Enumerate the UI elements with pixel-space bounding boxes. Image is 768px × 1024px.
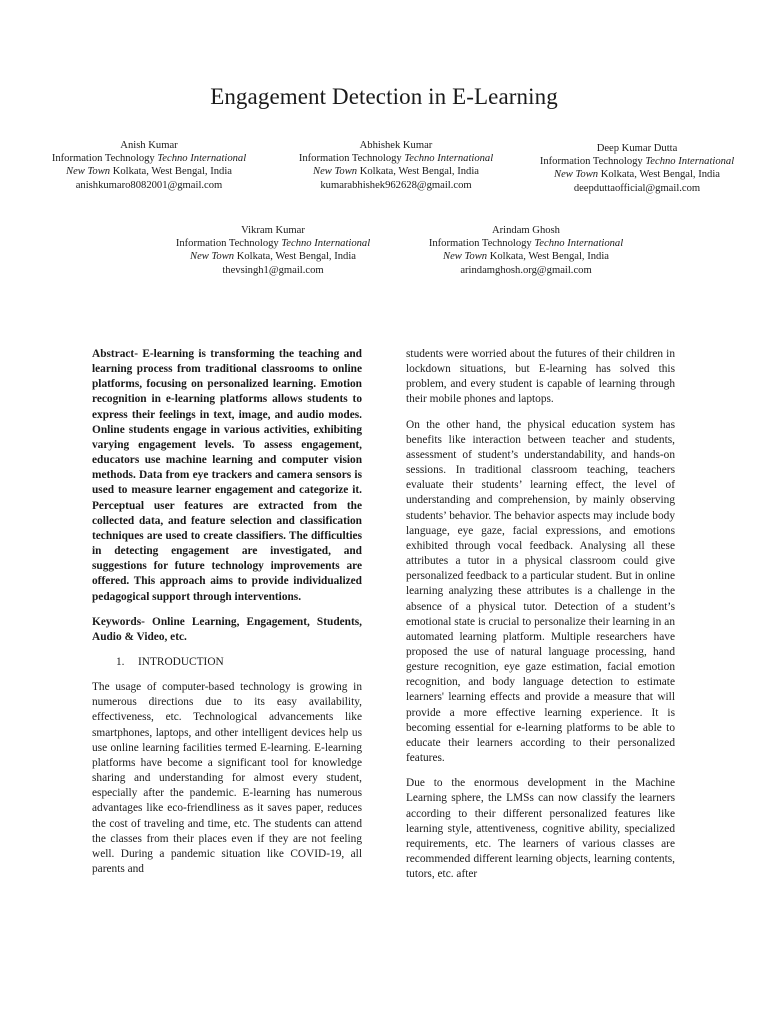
- author-affiliation: Information Technology Techno International: [428, 238, 624, 250]
- section-number: 1.: [116, 655, 125, 668]
- paper-title: Engagement Detection in E-Learning: [210, 84, 558, 109]
- author-email[interactable]: arindamghosh.org@gmail.com: [460, 264, 592, 276]
- author-block: [287, 139, 505, 192]
- paragraph: On the other hand, the physical education system has benefits like interaction between teacher and students, assessment of student’s understandability, and hands-on sessions. In traditional classroom teaching, teachers evaluate their students’ learning effect, the level of understanding and comprehension, by mainly observing students’ behavior. The behavior aspects may include body language, eye gaze, facial expressions, and emotions exhibited through vocal feedback. Analysing all these attributes a tutor in a physical classroom could give personalized feedback to a particular student. But in online learning analyzing these attributes is a challenge in the absence of a physical tutor. Detection of a student’s emotional state is crucial to personalize their learning in an automated learning platform. Multiple researchers have proposed the use of natural language processing, hand gesture recognition, eye gaze estimation, facial emotion recognition, and body language detection to estimate learners' learning effects and provide a measure that will provide a more effective learning experience. It is becoming essential for e-learning platforms to be able to educate their learners according to their personalized features.: [406, 418, 675, 765]
- author-email[interactable]: thevsingh1@gmail.com: [222, 264, 324, 276]
- paragraph: Due to the enormous development in the Machine Learning sphere, the LMSs can now classify the learners according to their different personalized features like learning style, attentiveness, cognitive ability, specialized requirements, etc. The learners of various classes are recommended different learning objects, learning contents, tutors, etc. after: [406, 777, 675, 881]
- section-title: INTRODUCTION: [138, 655, 224, 668]
- author-affiliation: Information Technology Techno International: [539, 156, 735, 168]
- author-affiliation: Information Technology Techno International: [51, 153, 247, 165]
- author-name: Arindam Ghosh: [492, 225, 560, 236]
- paragraph: The usage of computer-based technology is growing in numerous directions due to its easy availability, effectiveness, etc. Technological advancements like smartphones, laptops, and other intelligent devices help us use online learning facilities termed E-learning. E-learning platforms have become a significant tool for knowledge sharing and understanding for almost every student, especially after the pandemic. E-learning has numerous advantages like eco-friendliness as it saves paper, reduces the cost of traveling and time, etc. The students can attend the classes from their places even if they are not feeling well. During a pandemic situation like COVID-19, all parents and: [92, 681, 362, 875]
- author-email[interactable]: anishkumaro8082001@gmail.com: [75, 179, 223, 191]
- author-location: New Town Kolkata, West Bengal, India: [66, 166, 232, 178]
- author-block: [164, 224, 382, 277]
- author-name: Deep Kumar Dutta: [596, 143, 678, 154]
- keywords: Keywords- Online Learning, Engagement, Students, Audio & Video, etc.: [92, 615, 362, 643]
- author-block: [417, 224, 635, 277]
- author-affiliation: Information Technology Techno International: [298, 153, 494, 165]
- abstract: Abstract- E-learning is transforming the teaching and learning process from traditional classrooms to online platforms, focusing on personalized learning. Emotion recognition in e-learning platforms allows students to express their feelings in text, image, and audio modes. Online students engage in various activities, exhibiting varying engagement levels. To assess engagement, educators use machine learning and computer vision methods. Data from eye trackers and camera sensors is used to measure learner engagement and categorize it. Perceptual user features are extracted from the collected data, and feature selection and classification techniques are used to create classifiers. The difficulties in detecting engagement are investigated, and suggestions for future technology improvements are offered. This approach aims to provide individualized pedagogical support through interventions.: [92, 348, 362, 603]
- author-block: [528, 142, 746, 195]
- author-block: [40, 139, 258, 192]
- author-email[interactable]: kumarabhishek962628@gmail.com: [320, 179, 472, 191]
- author-email[interactable]: deepduttaofficial@gmail.com: [573, 182, 701, 194]
- author-location: New Town Kolkata, West Bengal, India: [554, 169, 720, 181]
- right-column: [406, 347, 675, 892]
- author-name: Anish Kumar: [120, 140, 178, 151]
- author-affiliation: Information Technology Techno International: [175, 238, 371, 250]
- author-location: New Town Kolkata, West Bengal, India: [443, 251, 609, 263]
- section-heading: [92, 655, 362, 670]
- author-location: New Town Kolkata, West Bengal, India: [190, 251, 356, 263]
- author-location: New Town Kolkata, West Bengal, India: [313, 166, 479, 178]
- left-column: [92, 347, 362, 887]
- paragraph: students were worried about the futures of their children in lockdown situations, but E-learning has solved this problem, and every student is capable of learning through their mobile phones and laptops.: [406, 348, 675, 406]
- author-name: Vikram Kumar: [241, 225, 305, 236]
- author-name: Abhishek Kumar: [359, 140, 433, 151]
